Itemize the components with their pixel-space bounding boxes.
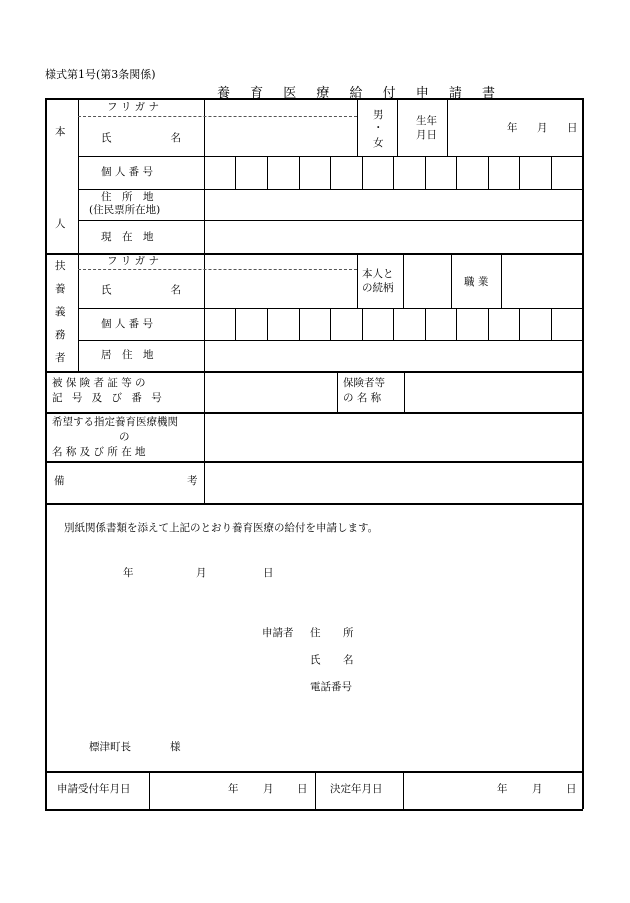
insurer-label-1: 保険者等 [343, 377, 385, 389]
received-day-unit: 日 [297, 783, 308, 795]
received-month-unit: 月 [263, 783, 274, 795]
guardian-section-char-1: 扶 [55, 260, 66, 272]
occupation-label: 職 業 [464, 276, 489, 288]
decision-year-unit: 年 [497, 783, 508, 795]
decision-date-field[interactable] [404, 772, 582, 809]
document-title: 養 育 医 療 給 付 申 請 書 [217, 86, 504, 101]
guardian-mynumber-field[interactable] [205, 309, 582, 340]
guardian-section-char-5: 者 [55, 352, 66, 364]
applicant-section-label-bottom: 人 [55, 218, 66, 230]
remarks-field[interactable] [205, 462, 582, 503]
application-month-unit: 月 [196, 567, 207, 579]
relation-field[interactable] [404, 254, 451, 308]
decision-date-label: 決定年月日 [330, 783, 383, 795]
sex-male[interactable]: 男 [373, 109, 384, 121]
applicant-address-label: 住 所 地 [101, 191, 154, 203]
decision-day-unit: 日 [566, 783, 577, 795]
application-form [45, 98, 583, 809]
birth-day-unit: 日 [567, 122, 578, 134]
received-date-label: 申請受付年月日 [57, 783, 131, 795]
institution-label-2: の [119, 431, 130, 443]
applicant-furigana-field[interactable] [205, 98, 357, 116]
guardian-section-char-2: 養 [55, 283, 66, 295]
guardian-residence-field[interactable] [205, 341, 582, 371]
guardian-mynumber-label: 個 人 番 号 [101, 318, 154, 330]
birthdate-label-1: 生年 [416, 115, 437, 127]
guardian-furigana-label: フ リ ガ ナ [107, 255, 160, 267]
sex-dot: ・ [373, 122, 384, 134]
form-number: 様式第1号(第3条関係) [45, 68, 156, 81]
birthdate-label-2: 月日 [416, 129, 437, 141]
guardian-furigana-field[interactable] [205, 254, 357, 269]
guardian-residence-label: 居 住 地 [101, 349, 154, 361]
applicant-name-label: 氏 名 [101, 132, 181, 144]
decision-month-unit: 月 [532, 783, 543, 795]
occupation-field[interactable] [502, 254, 582, 308]
institution-field[interactable] [205, 413, 582, 461]
applicant-mynumber-field[interactable] [205, 157, 582, 189]
applicant-furigana-label: フ リ ガ ナ [107, 101, 160, 113]
addressee-honorific: 様 [170, 741, 181, 753]
remarks-label-1: 備 [54, 475, 65, 487]
applicant-address-sublabel: (住民票所在地) [89, 204, 161, 216]
insurance-cert-label-2: 記 号 及 び 番 号 [52, 392, 165, 404]
application-day-unit: 日 [263, 567, 274, 579]
guardian-name-label: 氏 名 [101, 284, 181, 296]
sex-female[interactable]: 女 [373, 137, 384, 149]
guardian-name-field[interactable] [205, 270, 357, 308]
signature-address-field[interactable] [365, 623, 565, 643]
insurance-cert-label-1: 被 保 険 者 証 等 の [52, 377, 146, 389]
relation-label-1: 本人と [362, 268, 394, 280]
applicant-current-location-label: 現 在 地 [101, 231, 154, 243]
applicant-address-field[interactable] [205, 190, 582, 220]
insurer-label-2: の 名 称 [343, 392, 382, 404]
birth-year-unit: 年 [507, 122, 518, 134]
signature-address-label-1: 住 [310, 627, 321, 639]
applicant-mynumber-label: 個 人 番 号 [101, 166, 154, 178]
guardian-section-char-3: 義 [55, 306, 66, 318]
applicant-signature-label: 申請者 [262, 627, 294, 639]
guardian-section-char-4: 務 [55, 329, 66, 341]
signature-name-field[interactable] [365, 650, 565, 670]
relation-label-2: の続柄 [362, 282, 394, 294]
insurance-cert-field[interactable] [205, 372, 337, 412]
application-statement: 別紙関係書類を添えて上記のとおり養育医療の給付を申請します。 [64, 522, 379, 534]
application-year-unit: 年 [123, 567, 134, 579]
received-year-unit: 年 [228, 783, 239, 795]
institution-label-1: 希望する指定養育医療機関 [52, 416, 178, 428]
signature-phone-label: 電話番号 [310, 681, 352, 693]
applicant-current-location-field[interactable] [205, 221, 582, 253]
addressee: 標津町長 [89, 741, 131, 753]
signature-address-label-2: 所 [343, 627, 354, 639]
signature-name-label-1: 氏 [310, 654, 321, 666]
remarks-label-2: 考 [187, 475, 198, 487]
application-date-field[interactable] [105, 563, 285, 583]
insurer-name-field[interactable] [405, 372, 582, 412]
signature-phone-field[interactable] [365, 677, 565, 697]
birth-month-unit: 月 [537, 122, 548, 134]
signature-name-label-2: 名 [343, 654, 354, 666]
applicant-section-label-top: 本 [55, 126, 66, 138]
institution-label-3: 名 称 及 び 所 在 地 [52, 446, 146, 458]
applicant-name-field[interactable] [205, 117, 357, 156]
